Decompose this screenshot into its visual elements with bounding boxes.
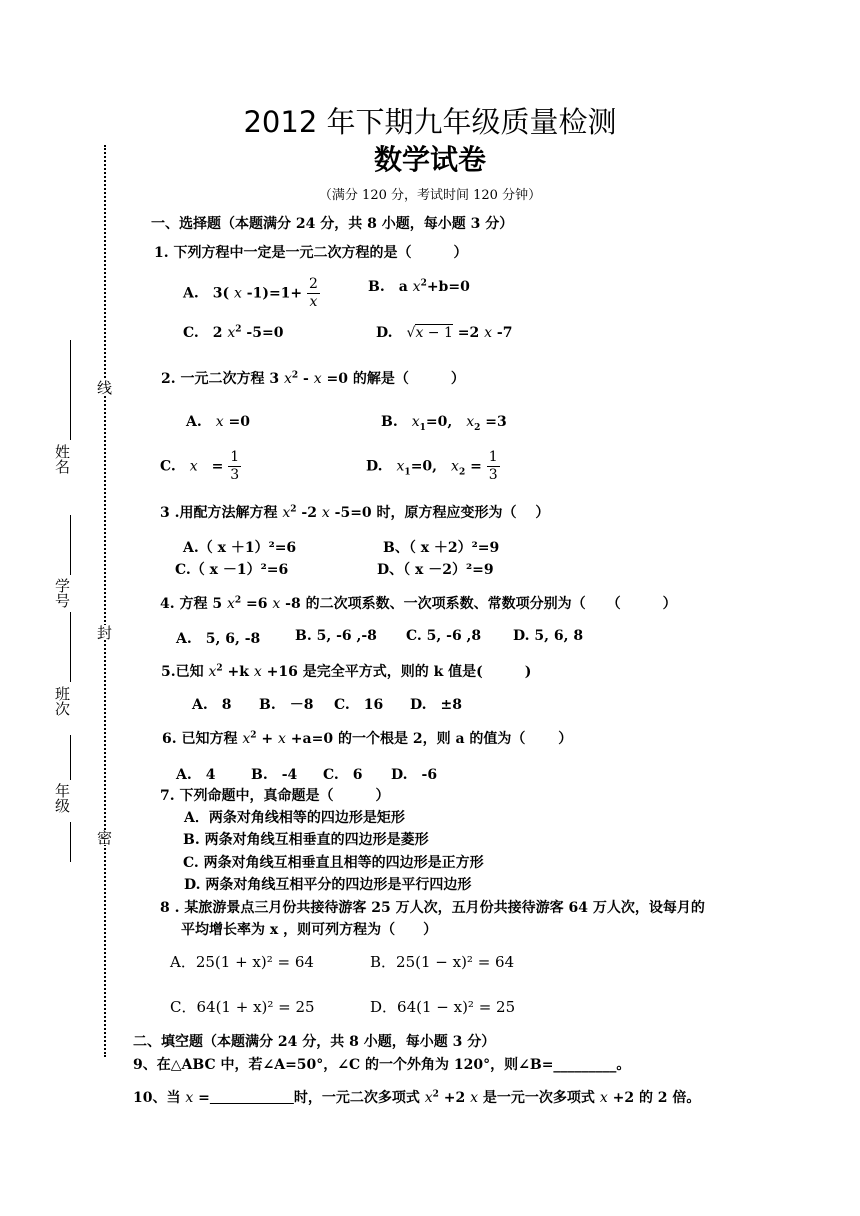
q1-option-c: C. 2 $x^2$ -5=0 [183, 324, 284, 341]
q2-option-c: C. x = $\frac{1}{3}$ [160, 449, 240, 483]
q4-option-d: D. 5, 6, 8 [513, 628, 584, 644]
q1-option-d: D. √x − 1 =2 x -7 [376, 325, 513, 341]
grade-blank-bottom[interactable] [70, 822, 71, 862]
q7-stem: 7. 下列命题中，真命题是（ ） [160, 788, 390, 804]
q3-option-b: B、（ x ＋2）²=9 [383, 540, 500, 556]
q1-option-b: B. a $x^2+b=0$ [368, 278, 470, 295]
q5-option-d: D. ±8 [410, 697, 462, 713]
q8-option-d: D．64(1 − x)² = 25 [370, 998, 516, 1016]
q7-option-a: A．两条对角线相等的四边形是矩形 [184, 810, 405, 826]
q1-stem: 1. 下列方程中一定是一元二次方程的是（ ） [154, 245, 468, 261]
field-class-label: 班次 [53, 686, 71, 716]
exam-subtitle: 数学试卷 [373, 143, 486, 176]
name-blank[interactable] [70, 340, 71, 440]
seal-dotted-line [104, 145, 106, 1057]
q3-option-c: C.（ x －1）²=6 [175, 562, 289, 578]
section2-heading: 二、填空题（本题满分 24 分，共 8 小题，每小题 3 分） [133, 1034, 496, 1050]
q4-stem: 4. 方程 5 $x^2 =6$ x -8 的二次项系数、一次项系数、常数项分别为（ （ ） [160, 595, 677, 612]
field-id-label: 学号 [53, 578, 71, 608]
q7-option-c: C. 两条对角线互相垂直且相等的四边形是正方形 [183, 855, 484, 871]
q8-stem-line2: 平均增长率为 x ，则可列方程为（ ） [181, 922, 438, 938]
q3-option-d: D、（ x －2）²=9 [377, 562, 494, 578]
q9-stem: 9、在△ABC 中，若∠A=50°，∠C 的一个外角为 120°，则∠B=_________。 [133, 1057, 631, 1073]
student-id-blank[interactable] [70, 515, 71, 575]
q8-option-a: A．25(1 + x)² = 64 [170, 953, 314, 971]
q2-option-d: D. $x_1=0$, $x_2$ = $\frac{1}{3}$ [366, 449, 498, 483]
q7-option-d: D. 两条对角线互相平分的四边形是平行四边形 [184, 877, 472, 893]
q6-option-c: C. 6 [323, 767, 363, 783]
q4-option-b: B. 5, -6 ,-8 [295, 628, 377, 644]
exam-title: 2012 年下期九年级质量检测 [243, 105, 617, 139]
q8-option-b: B．25(1 − x)² = 64 [370, 953, 515, 971]
seal-char-seal: 封 [95, 625, 113, 640]
q3-stem: 3 .用配方法解方程 $x^2$ -2 x -5=0 时，原方程应变形为（ ） [160, 504, 550, 521]
q2-option-b: B. $x_1=0$, $x_2 =3$ [381, 414, 507, 433]
q4-option-c: C. 5, -6 ,8 [406, 628, 482, 644]
q7-option-b: B. 两条对角线互相垂直的四边形是菱形 [183, 832, 429, 848]
q8-option-c: C．64(1 + x)² = 25 [170, 998, 315, 1016]
q8-stem: 8 . 某旅游景点三月份共接待游客 25 万人次，五月份共接待游客 64 万人次，设每月的 [160, 900, 705, 916]
q2-stem: 2. 一元二次方程 3 $x^2 - x =0$ 的解是（ ） [161, 370, 465, 387]
exam-note: （满分 120 分，考试时间 120 分钟） [318, 188, 542, 203]
grade-blank-top[interactable] [70, 735, 71, 780]
q1-option-a: A. 3( x -1)=1+ $\frac{2}{x}$ [183, 276, 318, 310]
field-grade-label: 年级 [53, 783, 71, 813]
q5-stem: 5.已知 $x^2 +k$ x +16 是完全平方式，则的 k 值是( ) [161, 663, 532, 680]
q4-option-a: A. 5, 6, -8 [176, 631, 261, 647]
q5-option-b: B. －8 [259, 697, 314, 713]
q5-option-a: A. 8 [192, 697, 232, 713]
q2-option-a: A. x =0 [186, 414, 251, 430]
q6-stem: 6. 已知方程 $x^2 + x +a=0$ 的一个根是 2，则 a 的值为（ ） [162, 730, 573, 747]
seal-char-line: 线 [95, 380, 113, 395]
seal-char-secret: 密 [95, 830, 113, 845]
q6-option-a: A. 4 [176, 767, 216, 783]
q6-option-d: D. -6 [391, 767, 438, 783]
q3-option-a: A.（ x ＋1）²=6 [183, 540, 297, 556]
section1-heading: 一、选择题（本题满分 24 分，共 8 小题，每小题 3 分） [151, 216, 514, 232]
q6-option-b: B. -4 [251, 767, 298, 783]
q10-stem: 10、当 x = 时，一元二次多项式 $x^2 +2$ x 是一元一次多项式 x +2 的 2 倍。 [133, 1089, 701, 1106]
field-name-label: 姓名 [53, 444, 71, 474]
class-blank[interactable] [70, 612, 71, 682]
q5-option-c: C. 16 [334, 697, 384, 713]
